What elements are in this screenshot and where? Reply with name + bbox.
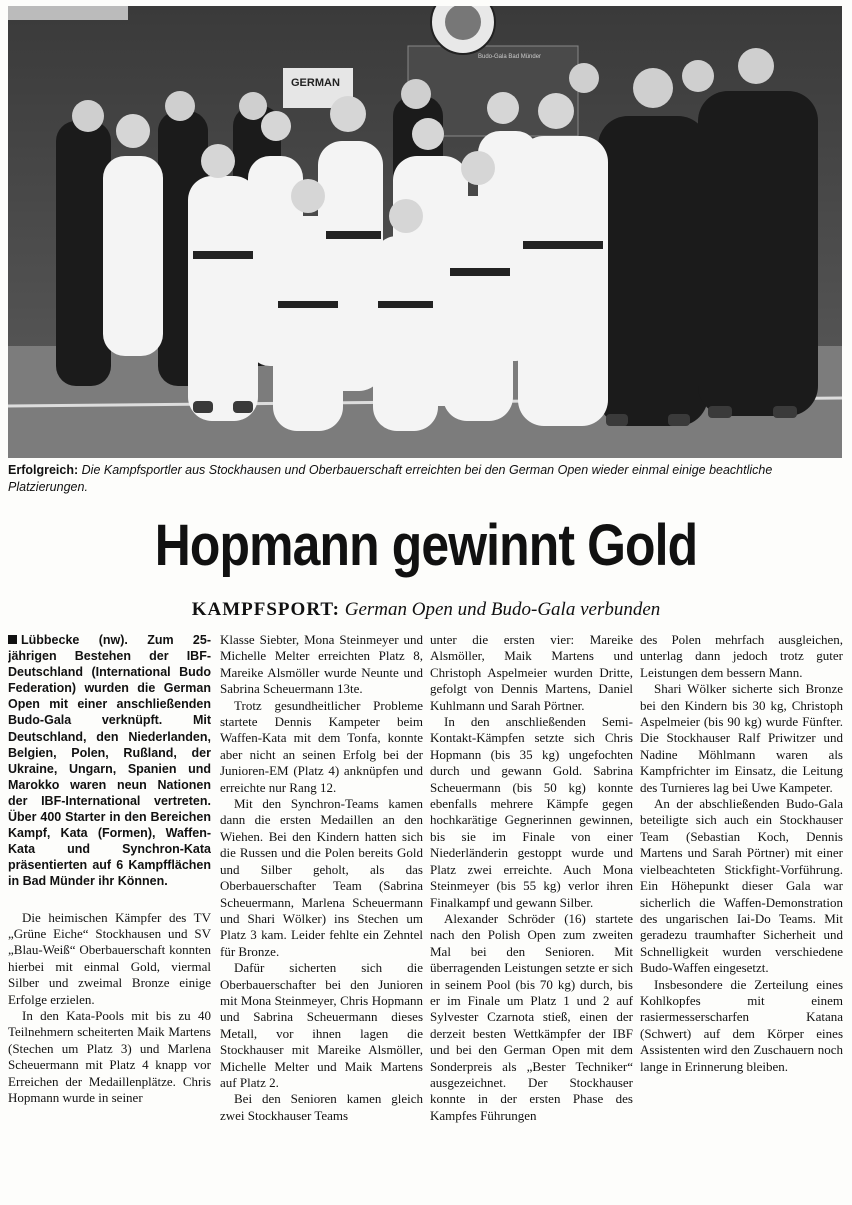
paragraph: Insbesondere die Zerteilung eines Kohlkopfes mit einem rasiermesserscharfen Katana (Schwert) auf dem Körper eines Assistenten wird den Zuschauern noch lange in Erinnerung bleiben. (640, 976, 843, 1074)
article-intro (8, 632, 211, 890)
subheadline (0, 597, 852, 623)
article-column-1 (8, 632, 211, 1192)
bullet-square-icon (8, 635, 17, 644)
headline: Hopmann gewinnt Gold (154, 513, 698, 578)
banner-text: GERMAN (291, 77, 340, 89)
subheadline-kicker: KAMPFSPORT: (191, 599, 340, 620)
paragraph: Dafür sicherten sich die Oberbauerschafter bei den Junioren mit Mona Steinmeyer, Chris Hopmann und Sabrina Scheuermann dieses Metall, vor ihnen lagen die Stockhauser mit Mareike Alsmöller, Michelle Melter und Maik Martens auf Platz 2. (220, 960, 423, 1090)
paragraph: Bei den Senioren kamen gleich zwei Stockhauser Teams (220, 1091, 423, 1123)
paragraph: Mit den Synchron-Teams kamen dann die ersten Medaillen an den Wiehen. Bei den Kindern hatten sich die Russen und die Polen bereits Gold und Silber geholt, als das Oberbauerschafter Team (Sabrina Scheuermann, Marlena Scheuermann und Shari Wölker) ins Stechen um Platz 3 kam. Leider fehlte ein Zehntel für Bronze. (220, 796, 423, 959)
subheadline-text: German Open und Budo-Gala verbunden (344, 599, 661, 620)
article-column-3 (430, 632, 633, 1192)
paragraph: Die heimischen Kämpfer des TV „Grüne Eiche“ Stockhausen und SV „Blau-Weiß“ Oberbauerschaft konnten hierbei mit einmal Gold, viermal Silber und zweimal Bronze einige Erfolge erzielen. (8, 909, 211, 1007)
paragraph: Klasse Siebter, Mona Steinmeyer und Michelle Melter erreichten Platz 8, Mareike Alsmöller wurde Neunte und Sabrina Scheuermann 13te. (220, 632, 423, 697)
article-column-2 (220, 632, 423, 1192)
article-column-4 (640, 632, 843, 1192)
paragraph: des Polen mehrfach ausgleichen, unterlag dann jedoch trotz guter Leistungen dem bessern Mann. (640, 632, 843, 680)
paragraph: In den Kata-Pools mit bis zu 40 Teilnehmern scheiterten Maik Martens (Stechen um Platz 3) und Marlena Scheuermann mit Platz 4 knapp vor Erreichen der Medaillenplätze. Chris Hopmann wurde in seiner (8, 1007, 211, 1105)
paragraph: unter die ersten vier: Mareike Alsmöller, Maik Martens und Christoph Aspelmeier wurden Dritte, gefolgt von Dennis Martens, Daniel Kuhlmann und Sarah Pörtner. (430, 632, 633, 713)
paragraph: Alexander Schröder (16) startete nach den Polish Open zum zweiten Mal bei den Senioren. Mit überragenden Leistungen setzte er sich in seinem Pool (bis 70 kg) durch, bis er im Finale um Platz 1 und 2 auf Sylvester Czarnota stieß, einen der derzeit besten Wettkämpfer der IBF und bei den German Open mit dem Sonderpreis als „Bester Techniker“ ausgezeichnet. Der Stockhauser konnte in der ersten Phase des Kampfes Führungen (430, 910, 633, 1123)
photo-caption (8, 462, 842, 496)
logo-text: Budo-Gala Bad Münder (478, 54, 542, 60)
caption-lead: Erfolgreich: (8, 463, 79, 477)
paragraph: In den anschließenden Semi-Kontakt-Kämpfen setzte sich Chris Hopmann (bis 35 kg) ungefochten durch und gewann Gold. Sabrina Scheuermann (bis 50 kg) konnte ebenfalls mehrere Kämpfe gegen hochkarätige Gegnerinnen gewinnen, bis sie im Finale von einer Niederländerin gestoppt wurde und Platz zwei erreichte. Auch Mona Steinmeyer (bis 55 kg) verlor ihren Finalkampf und gewann Silber. (430, 714, 633, 910)
paragraph: An der abschließenden Budo-Gala beteiligte sich auch ein Stockhauser Team (Sebastian Koch, Dennis Martens und Sarah Pörtner) mit einer vielbeachteten Stickfight-Vorführung. Ein Höhepunkt dieser Gala war sicherlich die Waffen-Demonstration des ungarischen Iai-Do Teams. Mit geradezu traumhafter Sicherheit und Schnelligkeit wurden verschiedene Budo-Waffen eingesetzt. (640, 796, 843, 976)
article-intro-text: Lübbecke (nw). Zum 25-jährigen Bestehen der IBF-Deutschland (International Budo Federation) wurden die German Open mit einer anschließenden Budo-Gala verknüpft. Mit Deutschland, den Niederlanden, Belgien, Polen, Rußland, der Ukraine, Ungarn, Spanien und Marokko waren neun Nationen der IBF-International vertreten. Über 400 Starter in den Bereichen Kampf, Kata (Formen), Waffen-Kata und Synchron-Kata präsentierten auf 6 Kampfflächen in Bad Münder ihr Können. (8, 633, 211, 889)
paragraph: Trotz gesundheitlicher Probleme startete Dennis Kampeter beim Waffen-Kata mit dem Tonfa, konnte aber nicht an seinen Erfolg bei der Junioren-EM (Platz 4) anknüpfen und erreichte nur Rang 12. (220, 697, 423, 795)
caption-text: Die Kampfsportler aus Stockhausen und Oberbauerschaft erreichten bei den German Open wieder einmal einige beachtliche Platzierungen. (8, 463, 773, 494)
group-photo (8, 6, 842, 458)
paragraph: Shari Wölker sicherte sich Bronze bei den Kindern bis 30 kg, Christoph Aspelmeier (bis 90 kg) wurde Fünfter. Die Stockhauser Ralf Priwitzer und Nadine Möhlmann waren als Kampfrichter im Einsatz, die Leitung des Turnieres lag bei Uwe Kampeter. (640, 681, 843, 795)
